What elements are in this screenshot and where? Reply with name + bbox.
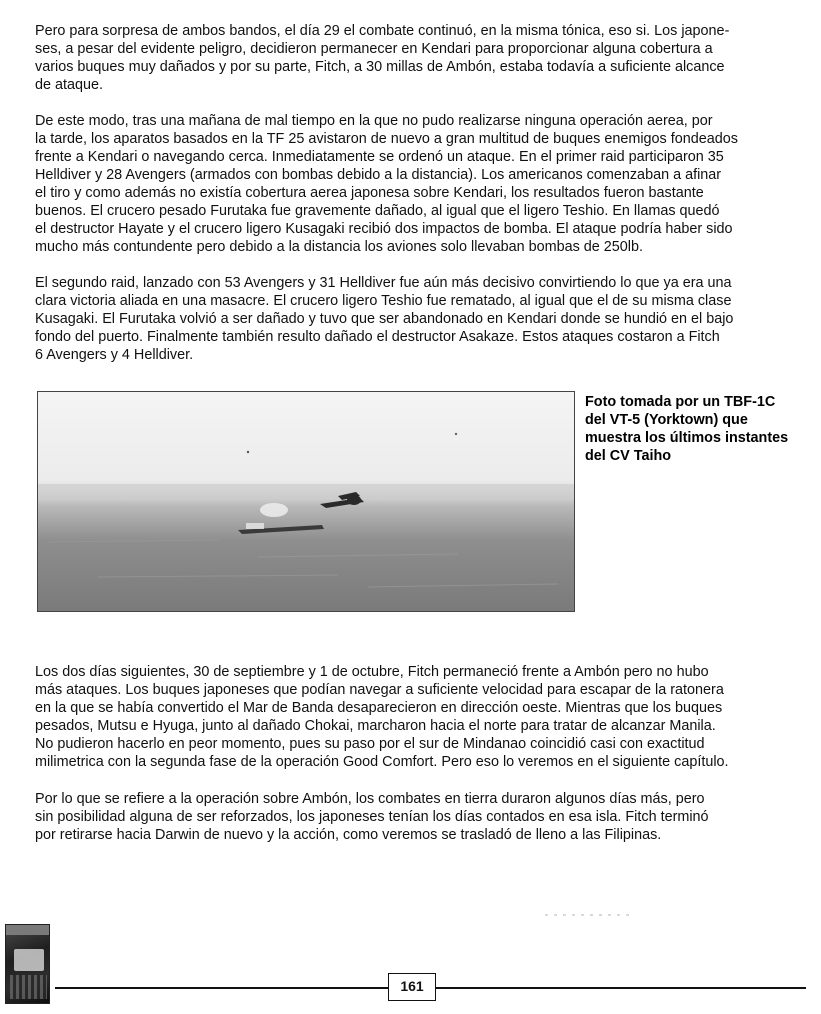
footer-rule-left bbox=[55, 987, 388, 989]
faint-speckle bbox=[545, 914, 635, 916]
dvd-cover-thumbnail bbox=[5, 924, 50, 1004]
photo-scene bbox=[38, 392, 575, 612]
paragraph-5: Por lo que se refiere a la operación sobre Ambón, los combates en tierra duraron algunos días más, pero sin posibilidad alguna de ser reforzados, los japoneses tenían los días contados en esa isla. Fitch terminó por retirarse hacia Darwin de nuevo y la acción, como veremos se trasladó de lleno a las Filipinas. bbox=[35, 791, 709, 843]
water-streaks bbox=[48, 540, 558, 587]
paragraph-3: El segundo raid, lanzado con 53 Avengers y 31 Helldiver fue aún más decisivo convirtiendo lo que ya era una clara victoria aliada en una masacre. El crucero ligero Teshio fue rematado, al igual que el de su misma clase Kusagaki. El Furutaka volvió a ser dañado y tuvo que ser abandonado en Kendari donde se hundió en el bajo fondo del puerto. Finalmente también resulto dañado el destructor Asakaze. Estos ataques costaron a Fitch 6 Avengers y 4 Helldiver. bbox=[35, 275, 734, 363]
dvd-cover-artwork bbox=[10, 975, 47, 999]
dvd-cover-band bbox=[6, 925, 50, 935]
photo-caption: Foto tomada por un TBF-1C del VT-5 (Yorktown) que muestra los últimos instantes del CV Taiho bbox=[585, 394, 789, 464]
horizon-haze bbox=[38, 484, 575, 498]
carrier-fire bbox=[246, 523, 264, 529]
page-number: 161 bbox=[388, 973, 436, 1001]
speck bbox=[247, 451, 249, 453]
footer-rule-right bbox=[436, 987, 806, 989]
aircraft-carrier-photo bbox=[37, 391, 575, 612]
speck bbox=[455, 433, 457, 435]
paragraph-4: Los dos días siguientes, 30 de septiembre y 1 de octubre, Fitch permaneció frente a Ambón pero no hubo más ataques. Los buques japoneses que podían navegar a suficiente velocidad para escapar de la ratonera en la que se había convertido el Mar de Banda desaparecieron en dirección oeste. Mientras que los buques pesados, Mutsu e Hyuga, junto al dañado Chokai, marcharon hacia el norte para tratar de alcanzar Manila. No pudieron hacerlo en peor momento, pues su paso por el sur de Mindanao coincidió casi con exactitud milimetrica con la segunda fase de la operación Good Comfort. Pero eso lo veremos en el siguiente capítulo. bbox=[35, 664, 729, 770]
paragraph-1: Pero para sorpresa de ambos bandos, el día 29 el combate continuó, en la misma tónica, eso si. Los japone- ses, a pesar del evidente peligro, decidieron permanecer en Kendari para proporcionar alguna cobertura a varios buques muy dañados y por su parte, Fitch, a 30 millas de Ambón, estaba todavía a suficiente alcance de ataque. bbox=[35, 23, 730, 93]
paragraph-2: De este modo, tras una mañana de mal tiempo en la que no pudo realizarse ninguna operación aerea, por la tarde, los aparatos basados en la TF 25 avistaron de nuevo a gran multitud de buques enemigos fondeados frente a Kendari o navegando cerca. Inmediatamente se ordenó un ataque. En el primer raid participaron 35 Helldiver y 28 Avengers (armados con bombas debido a la distancia). Los americanos comenzaban a afinar el tiro y como además no existía cobertura aerea japonesa sobre Kendari, los resultados fueron bastante buenos. El crucero pesado Furutaka fue gravemente dañado, al igual que el ligero Teshio. En llamas quedó el destructor Hayate y el crucero ligero Kusagaki recibió dos impactos de bomba. El ataque podría haber sido mucho más contundente pero debido a la distancia los aviones solo llevaban bombas de 250lb. bbox=[35, 113, 738, 255]
dvd-cover-logo bbox=[14, 949, 44, 971]
smoke-plume bbox=[260, 503, 288, 517]
